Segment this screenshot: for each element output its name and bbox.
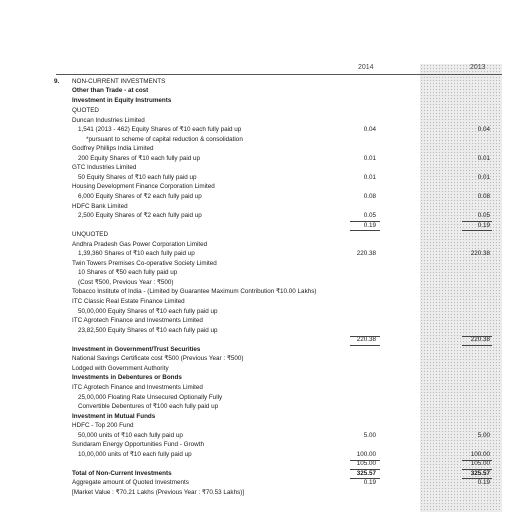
row-label: *pursuant to scheme of capital reduction & consolidation (86, 135, 243, 143)
table-row (32, 307, 502, 317)
row-label: GTC Industries Limited (72, 164, 137, 172)
subtotal-row (32, 221, 502, 231)
value-current-year: 0.19 (363, 221, 376, 229)
table-row (32, 163, 502, 173)
row-label: 50,00,000 Equity Shares of ₹10 each fully paid up (78, 307, 218, 315)
row-label: 23,82,500 Equity Shares of ₹10 each fully paid up (78, 326, 218, 334)
table-row (32, 488, 502, 498)
table-row (32, 154, 502, 164)
row-label: Twin Towers Premises Co-operative Society Limited (72, 259, 217, 267)
value-previous-year: 325.57 (470, 469, 490, 477)
row-label: 1,541 (2013 - 462) Equity Shares of ₹10 each fully paid up (78, 126, 242, 134)
value-current-year: 325.57 (356, 469, 376, 477)
subtotal-row (32, 459, 502, 469)
table-row (32, 383, 502, 393)
value-previous-year: 5.00 (477, 431, 490, 439)
document-page (32, 52, 512, 512)
table-row (32, 469, 502, 479)
table-row (32, 230, 502, 240)
table-row (32, 393, 502, 403)
row-label: 6,000 Equity Shares of ₹2 each fully paid up (78, 192, 202, 200)
table-row (32, 125, 502, 135)
row-label: Sundaram Energy Opportunities Fund - Growth (72, 441, 204, 449)
subtotal-rule (350, 460, 380, 461)
row-label: National Savings Certificate cost ₹500 (Previous Year : ₹500) (72, 355, 244, 363)
row-label: Tobacco Institute of India - (Limited by Guarantee Maximum Contribution ₹10.00 Lakhs) (72, 288, 317, 296)
table-row (32, 278, 502, 288)
table-row (32, 373, 502, 383)
equity-heading: Investment in Equity Instruments (72, 97, 172, 104)
value-current-year: 0.19 (363, 479, 376, 487)
value-previous-year: 0.01 (477, 173, 490, 181)
value-previous-year: 220.38 (470, 336, 490, 344)
subtotal-row (32, 335, 502, 345)
table-row (32, 440, 502, 450)
row-label: [Market Value : ₹70.21 Lakhs (Previous Year : ₹70.53 Lakhs)] (72, 489, 245, 496)
row-label: UNQUOTED (72, 231, 109, 239)
value-previous-year: 0.19 (477, 479, 490, 487)
row-label: QUOTED (72, 107, 99, 114)
table-row (32, 354, 502, 364)
section-title: NON-CURRENT INVESTMENTS (72, 78, 166, 85)
row-label: ITC Agrotech Finance and Investments Limited (72, 317, 203, 325)
table-row (32, 412, 502, 422)
table-row (32, 316, 502, 326)
table-row (32, 116, 502, 126)
subtotal-rule (462, 336, 492, 337)
value-previous-year: 0.05 (477, 212, 490, 220)
value-current-year: 100.00 (356, 450, 376, 458)
row-label: Investments in Debentures or Bonds (72, 374, 182, 382)
row-label: HDFC - Top 200 Fund (72, 422, 134, 430)
row-label: Housing Development Finance Corporation Limited (72, 183, 215, 191)
value-previous-year: 0.08 (477, 192, 490, 200)
row-label: Convertible Debentures of ₹100 each fully paid up (78, 403, 219, 411)
table-row (32, 345, 502, 355)
value-current-year: 220.38 (356, 336, 376, 344)
table-row (32, 326, 502, 336)
row-label: 2,500 Equity Shares of ₹2 each fully paid up (78, 212, 202, 220)
row-label: 25,00,000 Floating Rate Unsecured Optionally Fully (78, 393, 223, 401)
section-subtitle-row (32, 86, 502, 96)
table-row (32, 192, 502, 202)
table-row (32, 431, 502, 441)
table-row (32, 249, 502, 259)
value-previous-year: 0.04 (477, 126, 490, 134)
table-row (32, 402, 502, 412)
table-row (32, 450, 502, 460)
subtotal-rule (462, 221, 492, 222)
table-row (32, 287, 502, 297)
value-current-year: 0.01 (363, 154, 376, 162)
subtotal-rule (350, 336, 380, 337)
table-row (32, 478, 502, 488)
section-number: 9. (54, 78, 60, 85)
value-current-year: 220.38 (356, 250, 376, 258)
row-label: 200 Equity Shares of ₹10 each fully paid up (78, 154, 200, 162)
row-label: 10,00,000 units of ₹10 each fully paid up (78, 450, 192, 458)
row-label: 50 Equity Shares of ₹10 each fully paid up (78, 173, 197, 181)
row-label: Total of Non-Current Investments (72, 469, 172, 477)
table-row (32, 211, 502, 221)
row-label: ITC Agrotech Finance and Investments Limited (72, 383, 203, 391)
value-current-year: 0.05 (363, 212, 376, 220)
row-label: Andhra Pradesh Gas Power Corporation Limited (72, 240, 208, 248)
year-current-header: 2014 (358, 64, 374, 71)
table-row (32, 259, 502, 269)
equity-heading-row (32, 96, 502, 106)
value-previous-year: 0.01 (477, 154, 490, 162)
value-previous-year: 0.19 (477, 221, 490, 229)
year-previous-header: 2013 (470, 64, 486, 71)
value-previous-year: 100.00 (470, 450, 490, 458)
row-label: 1,39,360 Shares of ₹10 each fully paid up (78, 250, 195, 258)
table-row (32, 297, 502, 307)
value-current-year: 0.01 (363, 173, 376, 181)
header-rule (56, 74, 502, 75)
row-label: 10 Shares of ₹50 each fully paid up (78, 269, 178, 277)
subtotal-rule (462, 460, 492, 461)
table-row (32, 135, 502, 145)
table-row (32, 144, 502, 154)
row-label: (Cost ₹500, Previous Year : ₹500) (78, 278, 174, 286)
table-row (32, 106, 502, 116)
value-previous-year: 220.38 (470, 250, 490, 258)
table-row (32, 364, 502, 374)
table-row (32, 421, 502, 431)
row-label: Investment in Mutual Funds (72, 412, 156, 420)
table-row (32, 202, 502, 212)
table-row (32, 268, 502, 278)
table-row (32, 240, 502, 250)
value-current-year: 5.00 (363, 431, 376, 439)
row-label: Godfrey Phillips India Limited (72, 145, 154, 153)
table-row (32, 173, 502, 183)
row-label: Aggregate amount of Quoted Investments (72, 479, 189, 487)
subtotal-rule (350, 221, 380, 222)
row-label: Lodged with Government Authority (72, 364, 169, 372)
value-current-year: 0.08 (363, 192, 376, 200)
value-previous-year: 105.00 (470, 460, 490, 468)
row-label: HDFC Bank Limited (72, 202, 128, 210)
section-subtitle: Other than Trade - at cost (72, 87, 149, 94)
row-label: Investment in Government/Trust Securities (72, 345, 201, 353)
row-label: 50,000 units of ₹10 each fully paid up (78, 431, 183, 439)
table-row (32, 182, 502, 192)
row-label: ITC Classic Real Estate Finance Limited (72, 298, 185, 305)
value-current-year: 105.00 (356, 460, 376, 468)
value-current-year: 0.04 (363, 126, 376, 134)
row-label: Duncan Industries Limited (72, 116, 145, 124)
